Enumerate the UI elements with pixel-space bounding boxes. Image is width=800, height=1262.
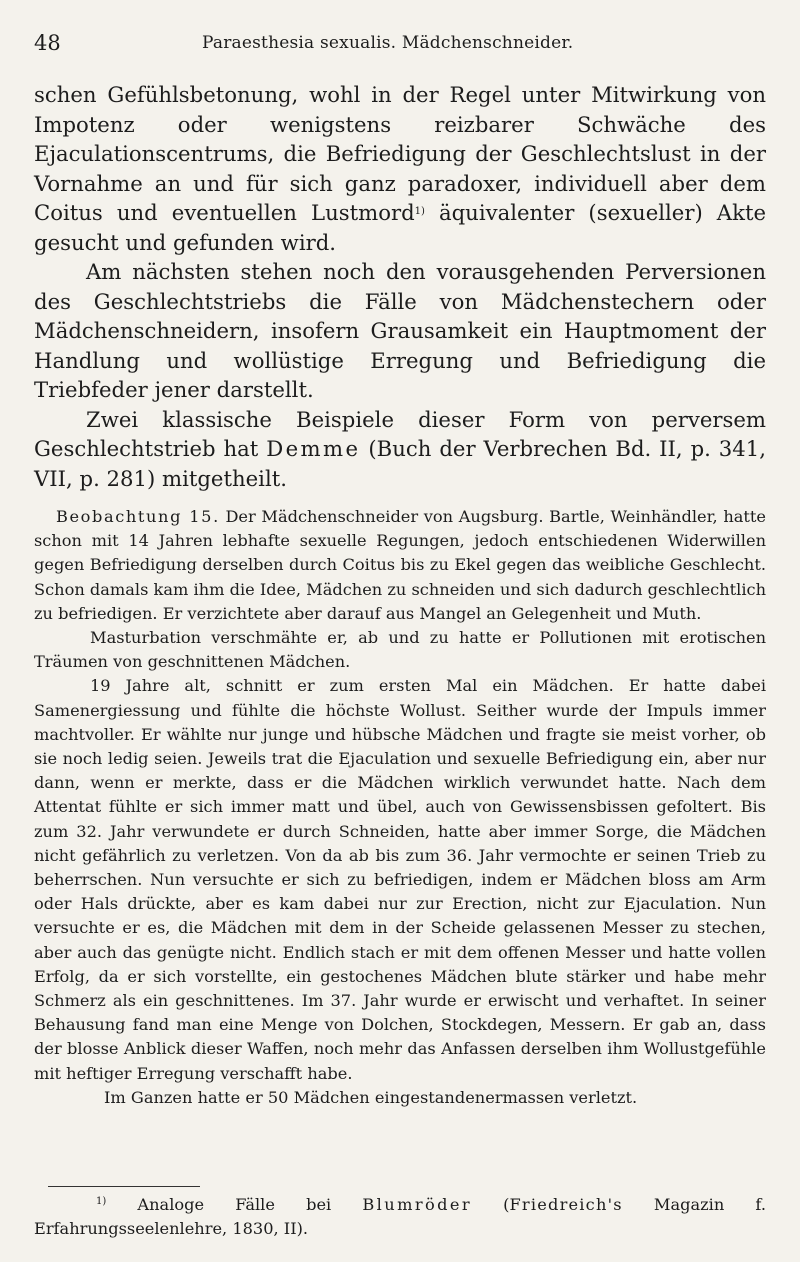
paragraph-examples [34, 405, 766, 494]
observation-section [34, 505, 766, 1110]
observation-paragraph: Masturbation verschmähte er, ab und zu hatte er Pollutionen mit erotischen Träumen von geschnittenen Mädchen. [34, 628, 766, 672]
footnote-text: Analoge Fälle bei [106, 1195, 363, 1214]
observation-paragraph: Im Ganzen hatte er 50 Mädchen eingestandenermassen verletzt. [104, 1087, 638, 1107]
footnote [34, 1193, 766, 1241]
paragraph-text: äquivalenter (sexueller) Akte gesucht und gefunden wird. [34, 200, 766, 255]
paragraph-text: Der Mädchenschneider von Augsburg. Bartle, Weinhändler, hatte schon mit 14 Jahren lebhafte sexuelle Regungen, jedoch entschiedenen Widerwillen gegen Befriedigung derselben durch Coitus bis zu Ekel gegen das weibliche Geschlecht. Schon damals kam ihm die Idee, Mädchen zu schneiden und sich dadurch geschlechtlich zu befriedigen. Er verzichtete aber darauf aus Mangel an Gelegenheit und Muth. [34, 507, 766, 623]
footnote-divider [48, 1186, 200, 1187]
footnote-paragraph [34, 1193, 766, 1241]
observation-paragraph: 19 Jahre alt, schnitt er zum ersten Mal ein Mädchen. Er hatte dabei Samenergiessung und fühlte die höchste Wollust. Seither wurde der Impuls immer machtvoller. Er wählte nur junge und hübsche Mädchen und fragte sie meist vorher, ob sie noch ledig seien. Jeweils trat die Ejaculation und sexuelle Befriedigung ein, aber nur dann, wenn er merkte, dass er die Mädchen wirklich verwundet hatte. Nach dem Attentat fühlte er sich immer matt und übel, auch von Gewissensbissen gefoltert. Bis zum 32. Jahr verwundete er durch Schneiden, hatte aber immer Sorge, die Mädchen nicht gefährlich zu verletzen. Von da ab bis zum 36. Jahr vermochte er seinen Trieb zu beherrschen. Nun versuchte er sich zu befriedigen, indem er Mädchen bloss am Arm oder Hals drückte, aber es kam dabei nur zur Erection, nicht zur Ejaculation. Nun versuchte er es, die Mädchen mit dem in der Scheide gelassenen Messer zu stechen, aber auch das genügte nicht. Endlich stach er mit dem offenen Messer und hatte vollen Erfolg, da er sich vorstellte, ein gestochenes Mädchen blute stärker und habe mehr Schmerz als ein geschnittenes. Im 37. Jahr wurde er erwischt und verhaftet. In seiner Behausung fand man eine Menge von Dolchen, Stockdegen, Messern. Er gab an, dass der blosse Anblick dieser Waffen, noch mehr das Anfassen derselben ihm Wollustgefühle mit heftiger Erregung verschafft habe. [34, 676, 766, 1083]
observation-label: Beobachtung 15. [56, 507, 220, 526]
page-number: 48 [34, 31, 61, 55]
footnote-text: ( [472, 1195, 510, 1214]
page-header [34, 31, 766, 61]
paragraph-perversions: Am nächsten stehen noch den vorausgehenden Perversionen des Geschlechtstriebs die Fälle von Mädchenstechern oder Mädchenschneidern, insofern Grausamkeit ein Hauptmoment der Handlung und wollüstige Erregung und Befriedigung die Triebfeder jener darstellt. [34, 259, 766, 402]
paragraph-text: schen Gefühlsbetonung, wohl in der Regel unter Mitwirkung von Impotenz oder wenigstens reizbarer Schwäche des Ejaculationscentrums, die Befriedigung der Geschlechtslust in der Vornahme an und für sich ganz paradoxer, individuell aber dem Coitus und eventuellen Lustmord [34, 82, 766, 225]
running-head: Paraesthesia sexualis. Mädchenschneider. [202, 33, 574, 53]
paragraph-text: Zwei klassische Beispiele dieser Form von perversem Geschlechtstrieb hat [34, 406, 766, 461]
footnote-text: Magazin f. Erfahrungsseelenlehre, 1830, II). [34, 1195, 766, 1238]
footnote-author: Blumröder [362, 1195, 473, 1214]
paragraph-continuation [34, 80, 766, 257]
footnote-reference: 1) [414, 206, 425, 217]
observation-paragraph [34, 505, 766, 626]
main-text [34, 80, 766, 493]
paragraph-text: (Buch der Verbrechen Bd. II, p. 341, VII, p. 281) mitgetheilt. [34, 436, 766, 491]
footnote-source: Friedreich's [509, 1195, 623, 1214]
footnote-mark: 1) [96, 1196, 107, 1207]
book-page [34, 0, 766, 1262]
author-name: Demme [266, 436, 361, 461]
